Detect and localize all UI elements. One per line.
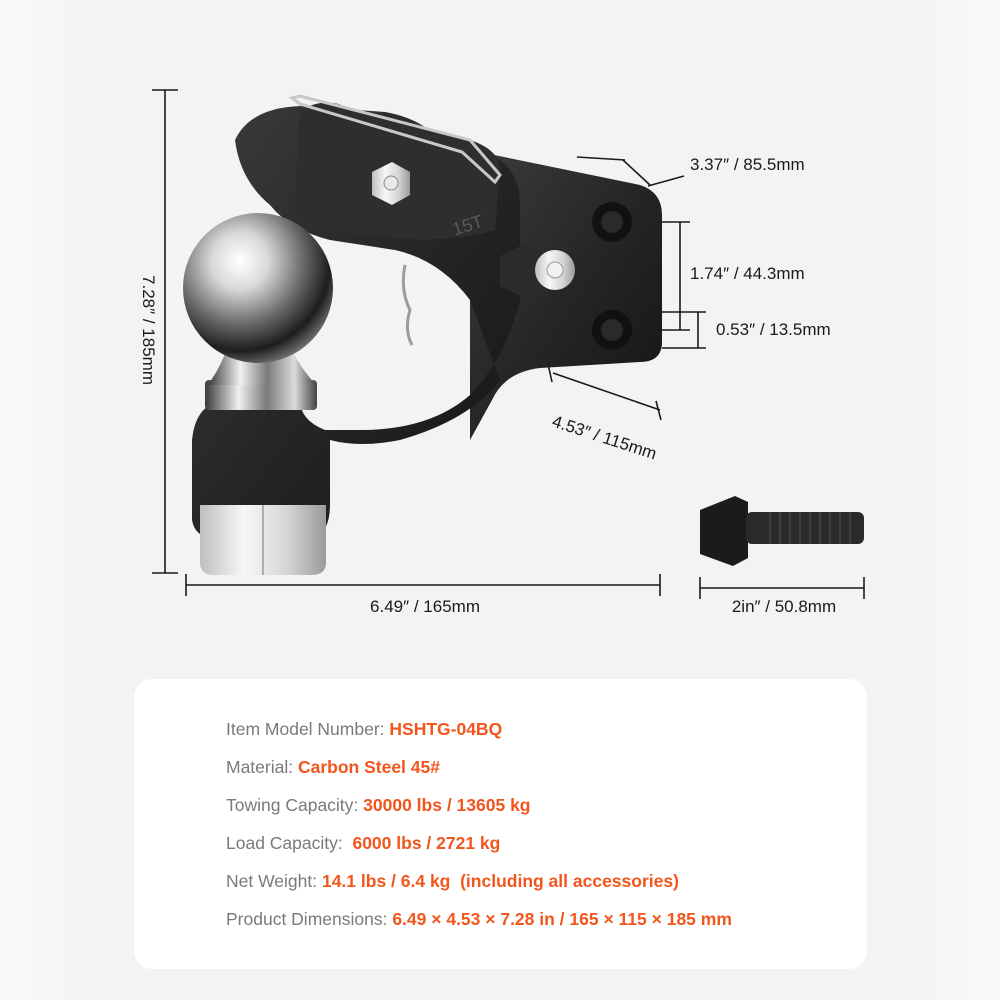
spec-label: Load Capacity: (226, 833, 353, 853)
spec-label: Towing Capacity: (226, 795, 364, 815)
spec-value: 6000 lbs / 2721 kg (352, 833, 501, 853)
spec-row-towing-capacity (226, 793, 531, 817)
spec-label: Net Weight: (226, 871, 322, 891)
spec-label: Material: (226, 757, 298, 777)
spec-label: Item Model Number: (226, 719, 390, 739)
shank-length-label: 4.53″ / 115mm (549, 411, 660, 464)
spec-value: Carbon Steel 45# (297, 757, 440, 777)
hitch-ball (183, 213, 333, 363)
spec-value: HSHTG-04BQ (389, 719, 503, 739)
spec-label: Product Dimensions: (226, 909, 393, 929)
bolt-shaft (746, 512, 864, 544)
safety-chain (403, 265, 412, 345)
overall-width-label: 6.49″ / 165mm (370, 597, 480, 616)
hole-diameter-label: 0.53″ / 13.5mm (716, 320, 831, 339)
spec-row-net-weight (226, 869, 679, 893)
mounting-bolt-illustration (700, 496, 864, 566)
overall-height-label: 7.28″ / 185mm (139, 275, 158, 385)
spec-value: 6.49 × 4.53 × 7.28 in / 165 × 115 × 185 mm (392, 909, 732, 929)
pintle-hitch-illustration (183, 96, 662, 575)
bolt-head (700, 496, 748, 566)
spec-row-model-number (226, 717, 502, 741)
casting-mark: 15T (449, 210, 486, 240)
shank-depth-label: 3.37″ / 85.5mm (690, 155, 805, 174)
spec-value: 14.1 lbs / 6.4 kg (including all accessories) (321, 871, 679, 891)
spec-row-load-capacity (226, 831, 500, 855)
spec-row-material (226, 755, 440, 779)
spec-card (134, 679, 867, 969)
spec-row-product-dimensions (226, 907, 732, 931)
hole-spacing-label: 1.74″ / 44.3mm (690, 264, 805, 283)
spec-value: 30000 lbs / 13605 kg (363, 795, 531, 815)
ball-nut (200, 505, 326, 575)
bolt-length-label: 2in″ / 50.8mm (731, 597, 837, 616)
